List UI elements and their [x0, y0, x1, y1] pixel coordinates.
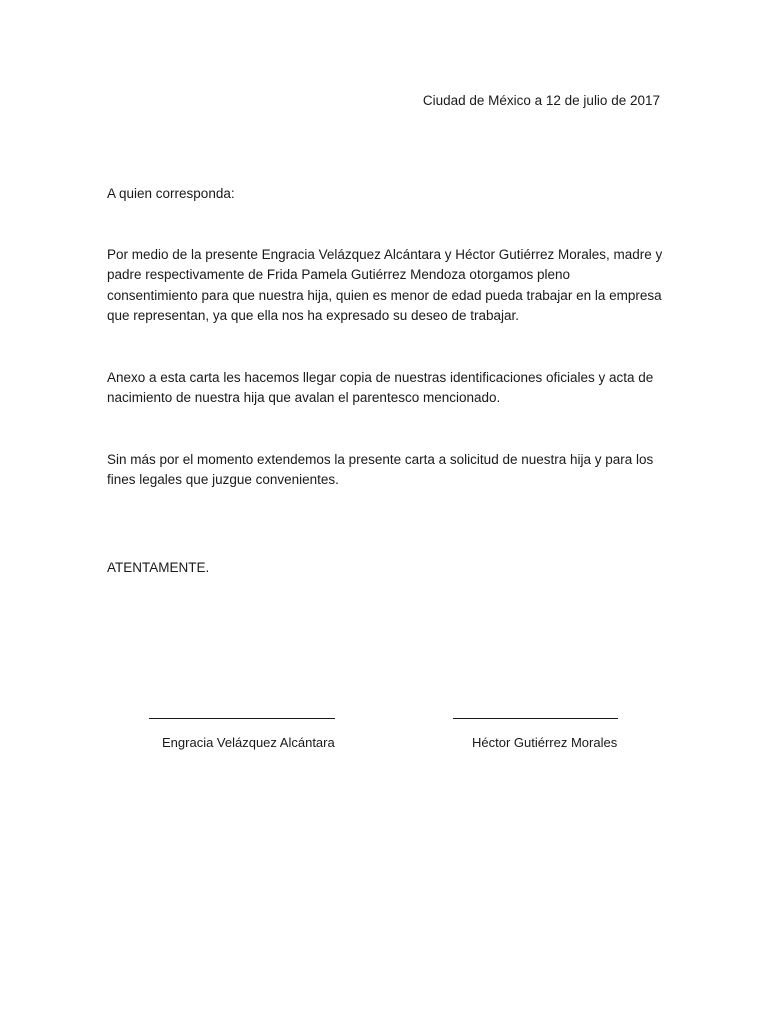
- signature-name-mother: Engracia Velázquez Alcántara: [162, 735, 335, 750]
- letter-paragraph-closing-remarks: Sin más por el momento extendemos la presente carta a solicitud de nuestra hija y para los fines legales que juzgue convenientes.: [107, 452, 654, 488]
- letter-salutation: A quien corresponda:: [107, 186, 235, 201]
- letter-date: Ciudad de México a 12 de julio de 2017: [422, 93, 660, 108]
- letter-closing: ATENTAMENTE.: [107, 560, 210, 575]
- letter-paragraph-consent: Por medio de la presente Engracia Velázquez Alcántara y Héctor Gutiérrez Morales, madre y padre respectivamente de Frida Pamela Gutiérrez Mendoza otorgamos pleno consentimiento para que nuestra hija, quien es menor de edad pueda trabajar en la empresa que representan, ya que ella nos ha expresado su deseo de trabajar.: [107, 247, 663, 323]
- signature-name-father: Héctor Gutiérrez Morales: [472, 735, 618, 750]
- letter-paragraph-annex: Anexo a esta carta les hacemos llegar copia de nuestras identificaciones oficiales y acta de nacimiento de nuestra hija que avalan el parentesco mencionado.: [107, 370, 654, 406]
- signature-line-father: [453, 718, 618, 719]
- signature-line-mother: [149, 718, 335, 719]
